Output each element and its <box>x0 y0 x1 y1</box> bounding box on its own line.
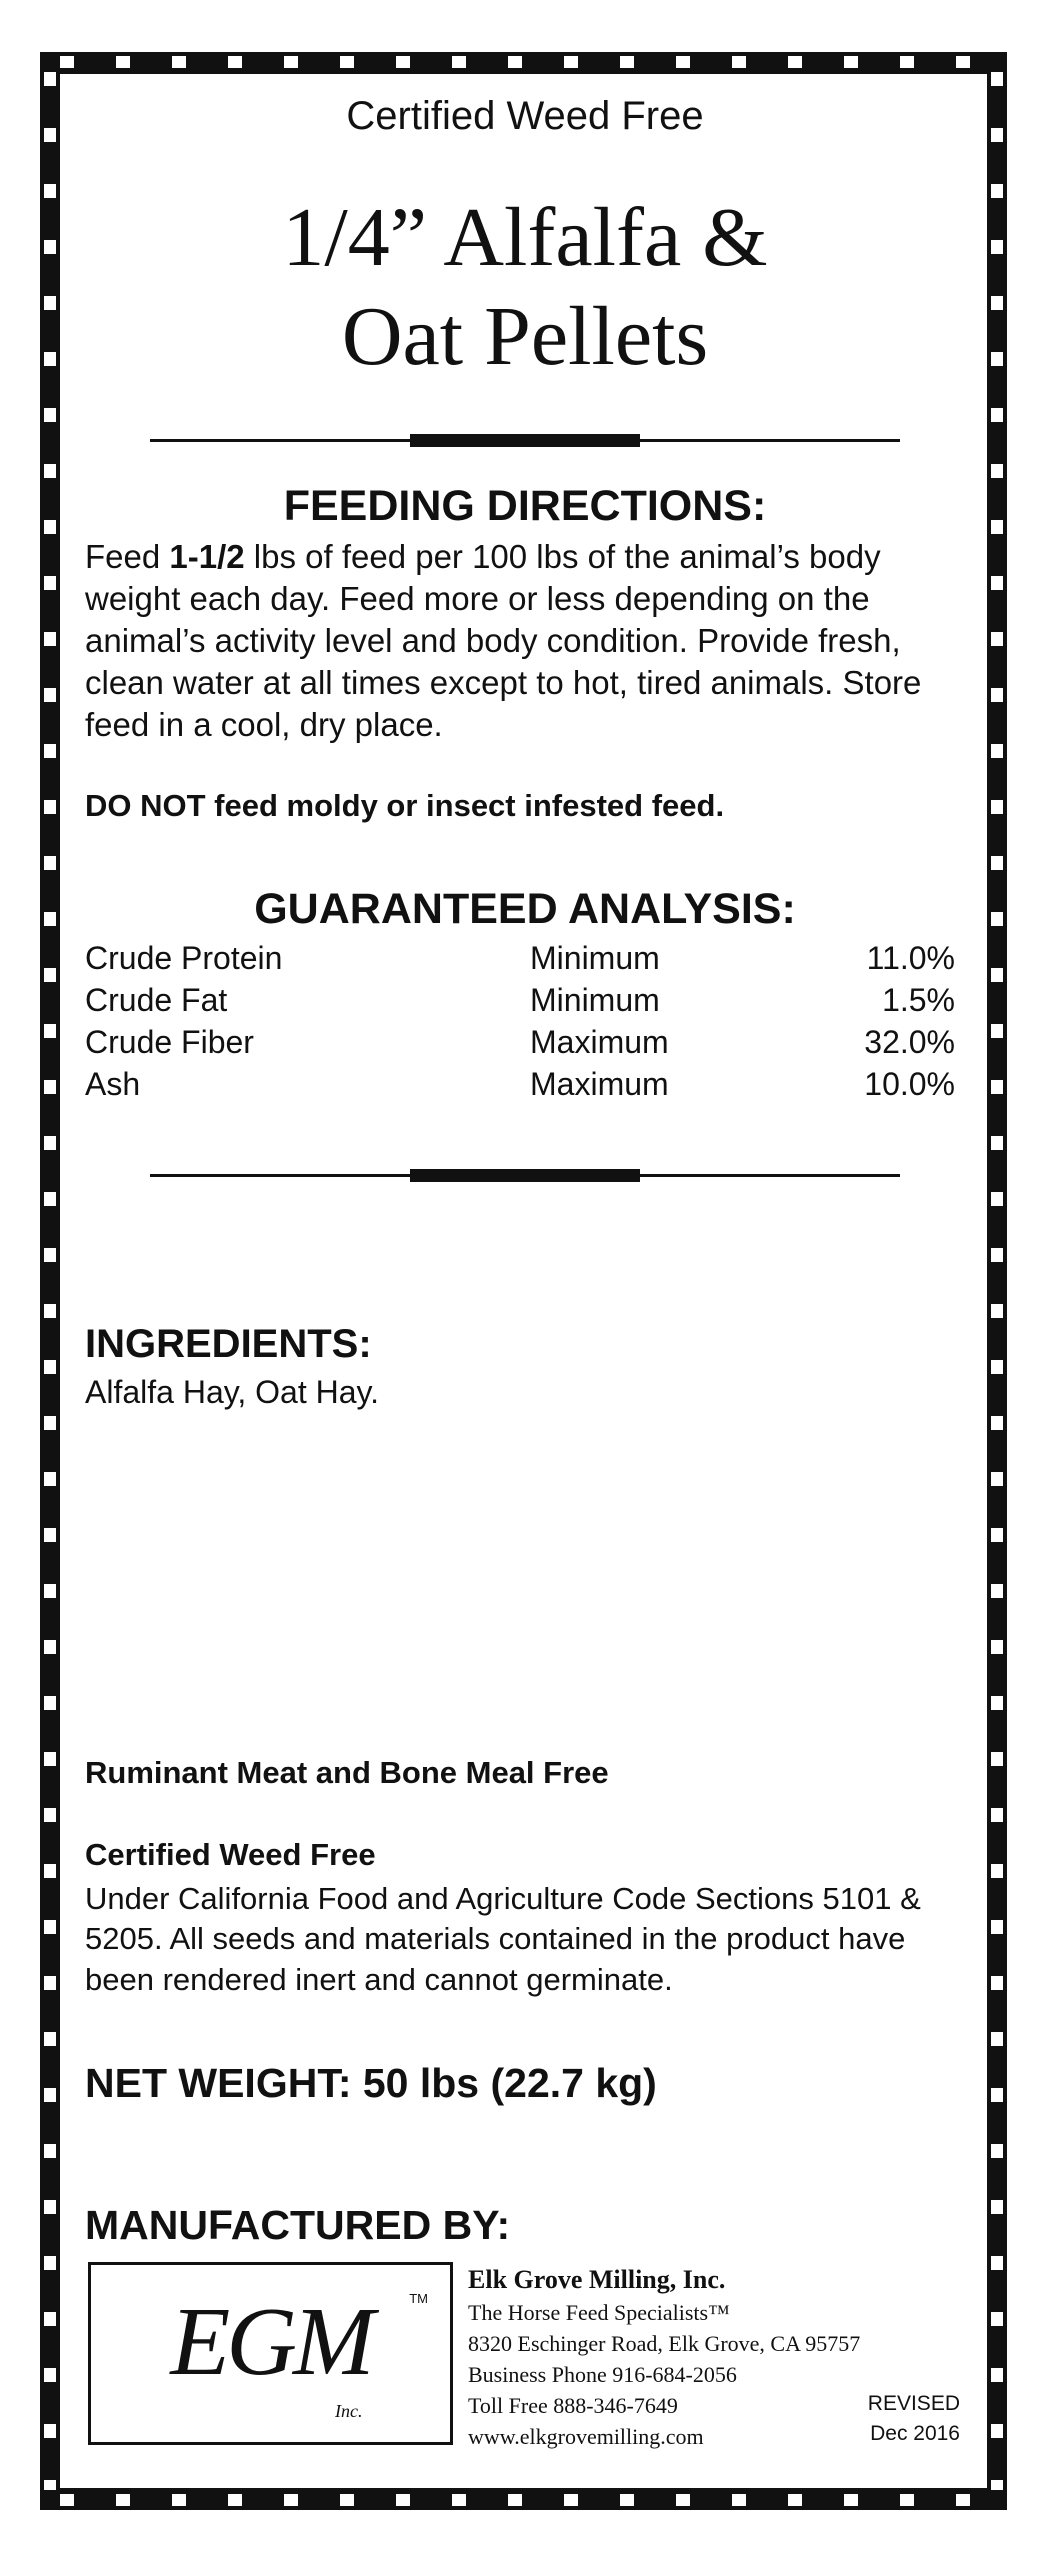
revised-date: Dec 2016 <box>870 2422 960 2446</box>
egm-logo <box>88 2262 453 2445</box>
manufacturer-name: Elk Grove Milling, Inc. <box>468 2265 726 2294</box>
analysis-type: Maximum <box>530 1024 669 1060</box>
weed-free-text: Under California Food and Agriculture Code Sections 5101 & 5205. All seeds and materials contained in the product have been rendered inert and cannot germinate. <box>85 1881 921 1997</box>
analysis-value: 32.0% <box>864 1024 955 1060</box>
analysis-nutrient: Ash <box>85 1066 141 1102</box>
analysis-row <box>85 1024 955 1066</box>
analysis-value: 1.5% <box>882 982 955 1018</box>
manufacturer-toll-free: Toll Free 888-346-7649 <box>468 2392 678 2418</box>
feeding-amount: 1-1/2 <box>169 538 245 575</box>
analysis-row <box>85 982 955 1024</box>
guaranteed-analysis-heading: GUARANTEED ANALYSIS: <box>254 885 796 933</box>
ruminant-statement: Ruminant Meat and Bone Meal Free <box>85 1755 609 1790</box>
analysis-nutrient: Crude Fiber <box>85 1024 254 1060</box>
feeding-warning: DO NOT feed moldy or insect infested feed. <box>85 788 725 823</box>
analysis-value: 10.0% <box>864 1066 955 1102</box>
analysis-type: Minimum <box>530 982 660 1018</box>
revised-label: REVISED <box>867 2392 960 2415</box>
divider-top-thick <box>410 434 640 447</box>
ingredients-text: Alfalfa Hay, Oat Hay. <box>85 1374 380 1410</box>
manufacturer-tagline: The Horse Feed Specialists™ <box>468 2300 730 2326</box>
analysis-type: Minimum <box>530 940 660 976</box>
analysis-nutrient: Crude Protein <box>85 940 283 976</box>
egm-logo-trademark: TM <box>409 2291 428 2306</box>
guaranteed-analysis-table <box>85 940 955 1108</box>
weed-free-heading: Certified Weed Free <box>85 1837 376 1872</box>
manufacturer-website[interactable]: www.elkgrovemilling.com <box>468 2423 704 2449</box>
analysis-type: Maximum <box>530 1066 669 1102</box>
analysis-row <box>85 1066 955 1108</box>
analysis-nutrient: Crude Fat <box>85 982 228 1018</box>
certified-weed-free-subtitle: Certified Weed Free <box>346 94 704 138</box>
product-title-line2: Oat Pellets <box>341 290 709 384</box>
manufacturer-info <box>468 2262 860 2452</box>
egm-logo-inc: Inc. <box>335 2401 363 2421</box>
egm-logo-text: EGM <box>170 2288 371 2396</box>
net-weight: NET WEIGHT: 50 lbs (22.7 kg) <box>85 2060 657 2106</box>
manufactured-by-heading: MANUFACTURED BY: <box>85 2202 511 2248</box>
manufacturer-phone: Business Phone 916-684-2056 <box>468 2361 737 2387</box>
feeding-directions-text: Feed 1-1/2 lbs of feed per 100 lbs of the animal’s body weight each day. Feed more or less depending on the animal’s activity level and body condition. Provide fresh, clean water at all times except to hot, tired animals. Store feed in a cool, dry place. <box>85 538 922 743</box>
product-title <box>60 188 990 386</box>
analysis-value: 11.0% <box>866 940 955 976</box>
manufacturer-address: 8320 Eschinger Road, Elk Grove, CA 95757 <box>468 2331 861 2357</box>
feeding-directions-heading: FEEDING DIRECTIONS: <box>283 482 767 530</box>
revision-note <box>830 2389 960 2450</box>
product-title-line1: 1/4” Alfalfa & <box>282 191 768 284</box>
divider-middle-thick <box>410 1169 640 1182</box>
ingredients-heading: INGREDIENTS: <box>85 1322 372 1366</box>
analysis-row <box>85 940 955 982</box>
